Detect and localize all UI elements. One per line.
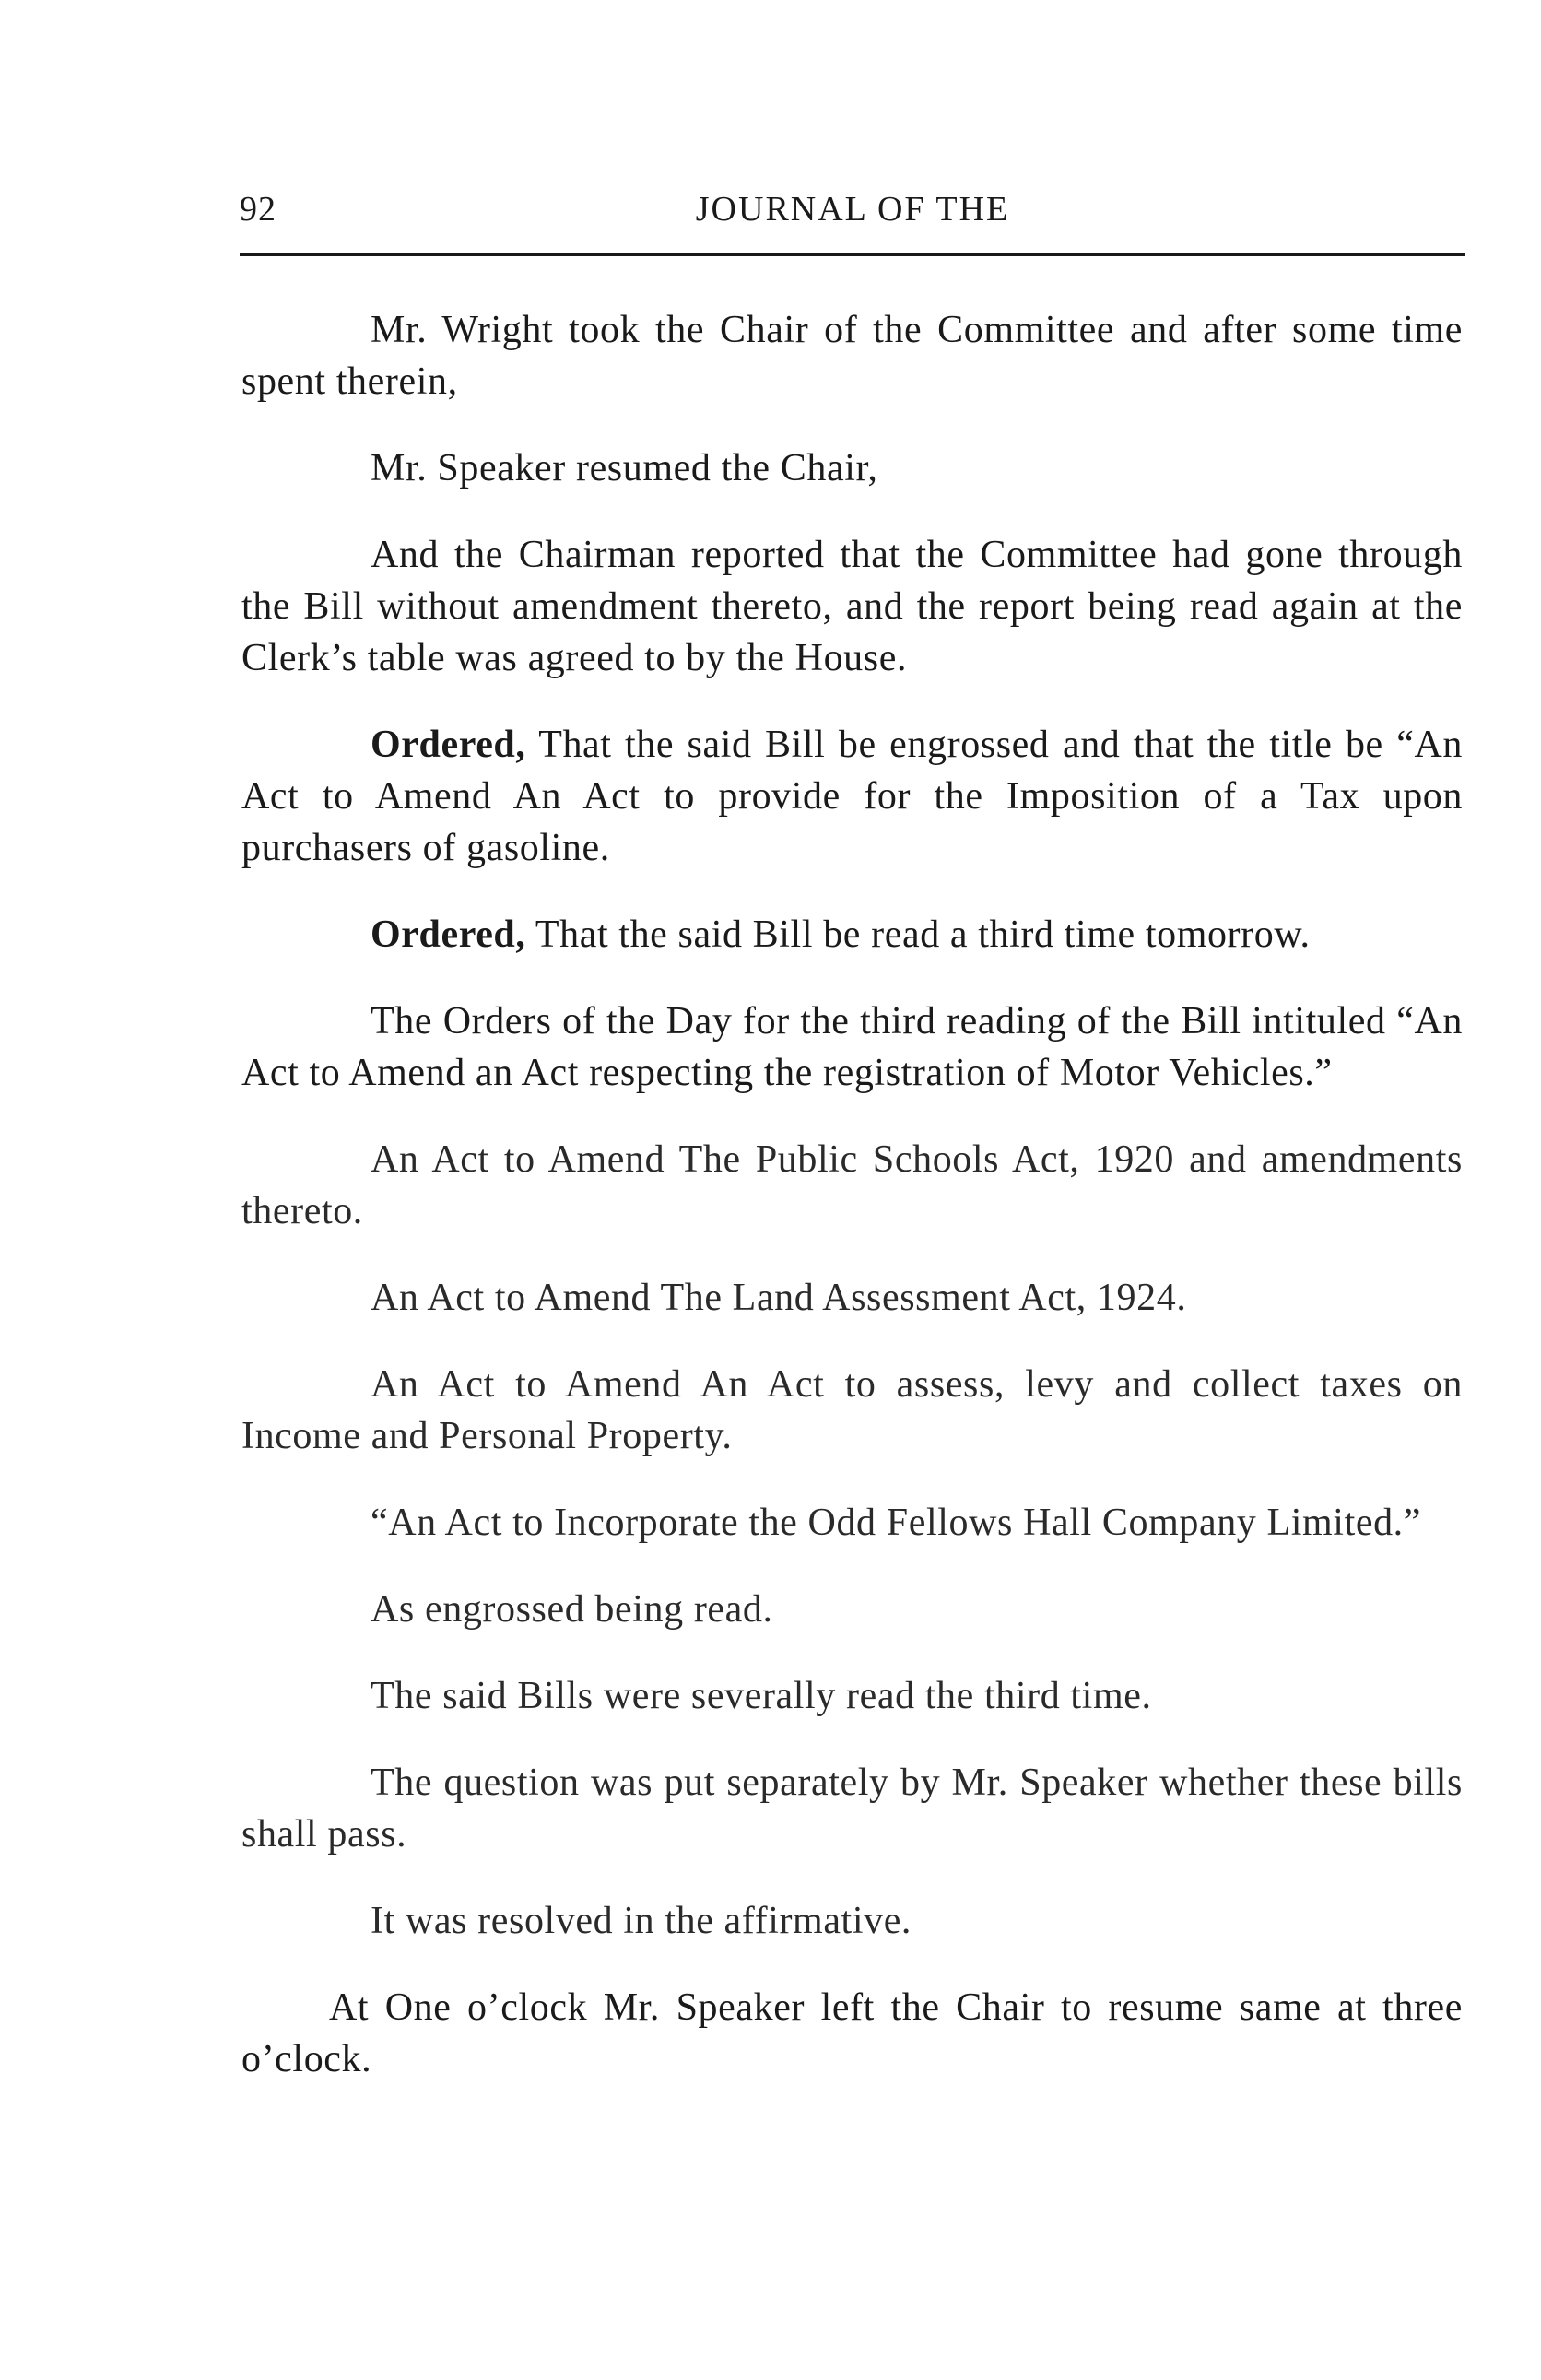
page-header [240, 189, 1465, 256]
paragraph [241, 529, 1463, 684]
paragraph [241, 1895, 1463, 1947]
paragraph-text: An Act to Amend An Act to assess, levy and collect taxes on Income and Personal Property. [241, 1363, 1463, 1457]
paragraph-text: An Act to Amend The Public Schools Act, 1920 and amendments thereto. [241, 1138, 1463, 1232]
page-number: 92 [240, 190, 276, 229]
paragraph-lead: Ordered, [371, 724, 526, 766]
paragraph [241, 996, 1463, 1099]
paragraph-lead: Ordered, [371, 913, 526, 956]
paragraph-text: Mr. Wright took the Chair of the Committee and after some time spent therein, [241, 309, 1463, 403]
paragraph-text: As engrossed being read. [371, 1588, 773, 1631]
paragraph-text: And the Chairman reported that the Committee had gone through the Bill without amendment thereto, and the report being read again at the Clerk’s table was agreed to by the House. [241, 534, 1463, 679]
paragraph-text: That the said Bill be engrossed and that the title be “An Act to Amend An Act to provide for the Imposition of a Tax upon purchasers of gasoline. [241, 724, 1463, 869]
paragraph [241, 1272, 1463, 1324]
paragraph [241, 1670, 1463, 1722]
page-body [241, 304, 1463, 2085]
paragraph [241, 1134, 1463, 1237]
paragraph-text: “An Act to Incorporate the Odd Fellows Hall Company Limited.” [371, 1502, 1422, 1544]
paragraph [241, 1982, 1463, 2085]
paragraph-text: The said Bills were severally read the third time. [371, 1675, 1152, 1717]
paragraph-text: Mr. Speaker resumed the Chair, [371, 447, 878, 489]
paragraph-text: It was resolved in the affirmative. [371, 1900, 912, 1942]
paragraph [241, 1757, 1463, 1860]
paragraph [241, 442, 1463, 494]
paragraph-text: At One o’clock Mr. Speaker left the Chair to resume same at three o’clock. [241, 1986, 1463, 2080]
paragraph [241, 719, 1463, 874]
paragraph-text: An Act to Amend The Land Assessment Act, 1924. [371, 1277, 1187, 1319]
paragraph-text: That the said Bill be read a third time tomorrow. [535, 913, 1311, 956]
paragraph [241, 1584, 1463, 1635]
running-head: JOURNAL OF THE [695, 190, 1010, 229]
paragraph [241, 304, 1463, 407]
paragraph-text: The question was put separately by Mr. Speaker whether these bills shall pass. [241, 1761, 1463, 1856]
paragraph [241, 909, 1463, 960]
paragraph [241, 1359, 1463, 1462]
paragraph-text: The Orders of the Day for the third reading of the Bill intituled “An Act to Amend an Act respecting the registration of Motor Vehicles.” [241, 1000, 1463, 1094]
paragraph [241, 1497, 1463, 1549]
